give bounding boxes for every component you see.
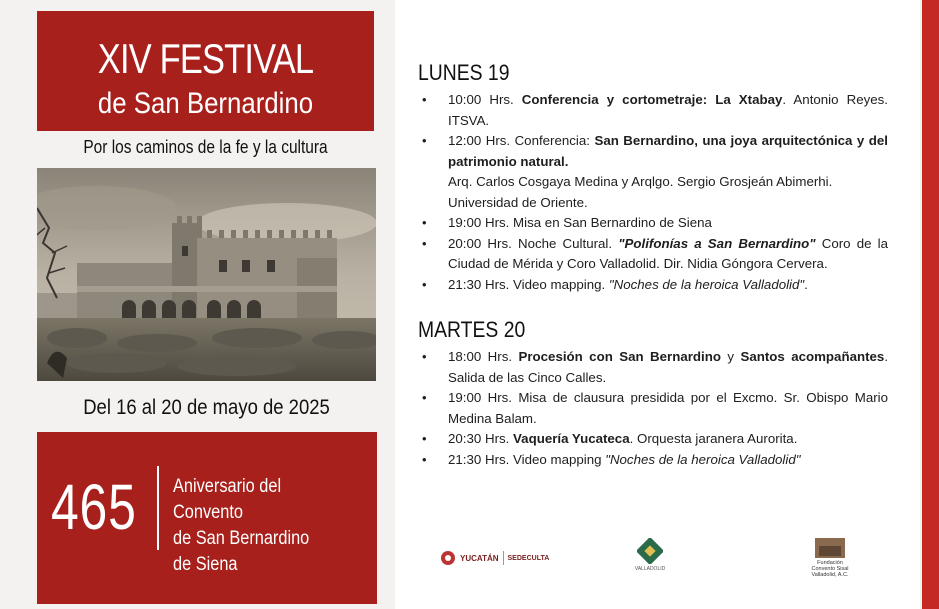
festival-title: XIV FESTIVAL	[97, 35, 314, 82]
festival-subtitle: de San Bernardino	[97, 87, 314, 120]
yucatan-emblem-icon	[440, 550, 456, 566]
fundacion-emblem-icon	[815, 538, 845, 558]
list-item: • 12:00 Hrs. Conferencia: San Bernardino, una joya arquitectónica y del patrimonio natural. Arq. Carlos Cosgaya Medina y Arqlgo. Sergio Grosjeán Abimerhi. Universidad de Oriente.	[418, 131, 888, 213]
festival-title-box	[37, 11, 374, 131]
list-item: • 18:00 Hrs. Procesión con San Bernardino y Santos acompañantes. Salida de las Cinco Calles.	[418, 347, 888, 388]
monday-event-list	[418, 90, 888, 295]
day-heading-monday: LUNES 19	[418, 60, 510, 85]
anniversary-box	[37, 432, 377, 604]
poster-left-panel	[0, 0, 395, 609]
list-item: • 21:30 Hrs. Video mapping. "Noches de la heroica Valladolid".	[418, 275, 888, 296]
valladolid-emblem-icon	[637, 538, 663, 564]
valladolid-logo: VALLADOLID	[630, 538, 670, 572]
list-item: • 19:00 Hrs. Misa de clausura presidida por el Excmo. Sr. Obispo Mario Medina Balam.	[418, 388, 888, 429]
convent-photo	[37, 168, 376, 381]
list-item: • 21:30 Hrs. Video mapping "Noches de la heroica Valladolid"	[418, 450, 888, 471]
list-item: • 19:00 Hrs. Misa en San Bernardino de Siena	[418, 213, 888, 234]
anniversary-divider	[157, 466, 159, 550]
festival-tagline: Por los caminos de la fe y la cultura	[83, 137, 328, 157]
anniversary-line-2: de San Bernardino	[173, 528, 310, 549]
yucatan-logo: YUCATÁN SEDECULTA	[440, 550, 550, 566]
program-section	[418, 60, 888, 470]
anniversary-text	[173, 474, 348, 578]
day-heading-tuesday: MARTES 20	[418, 317, 526, 342]
list-item: • 20:00 Hrs. Noche Cultural. "Polifonías a San Bernardino" Coro de la Ciudad de Mérida y Coro Valladolid. Dir. Nidia Góngora Cervera.	[418, 234, 888, 275]
anniversary-line-1: Aniversario del Convento	[173, 476, 282, 523]
fundacion-logo: Fundación Convento Sisal Valladolid, A.C.	[800, 538, 860, 578]
list-item: • 10:00 Hrs. Conferencia y cortometraje: La Xtabay. Antonio Reyes. ITSVA.	[418, 90, 888, 131]
sponsor-logos	[440, 538, 860, 583]
list-item: • 20:30 Hrs. Vaquería Yucateca. Orquesta jaranera Aurorita.	[418, 429, 888, 450]
right-edge-bar	[922, 0, 939, 609]
festival-dates: Del 16 al 20 de mayo de 2025	[83, 396, 330, 419]
anniversary-number: 465	[51, 471, 137, 543]
tuesday-event-list	[418, 347, 888, 470]
anniversary-line-3: de Siena	[173, 554, 238, 575]
